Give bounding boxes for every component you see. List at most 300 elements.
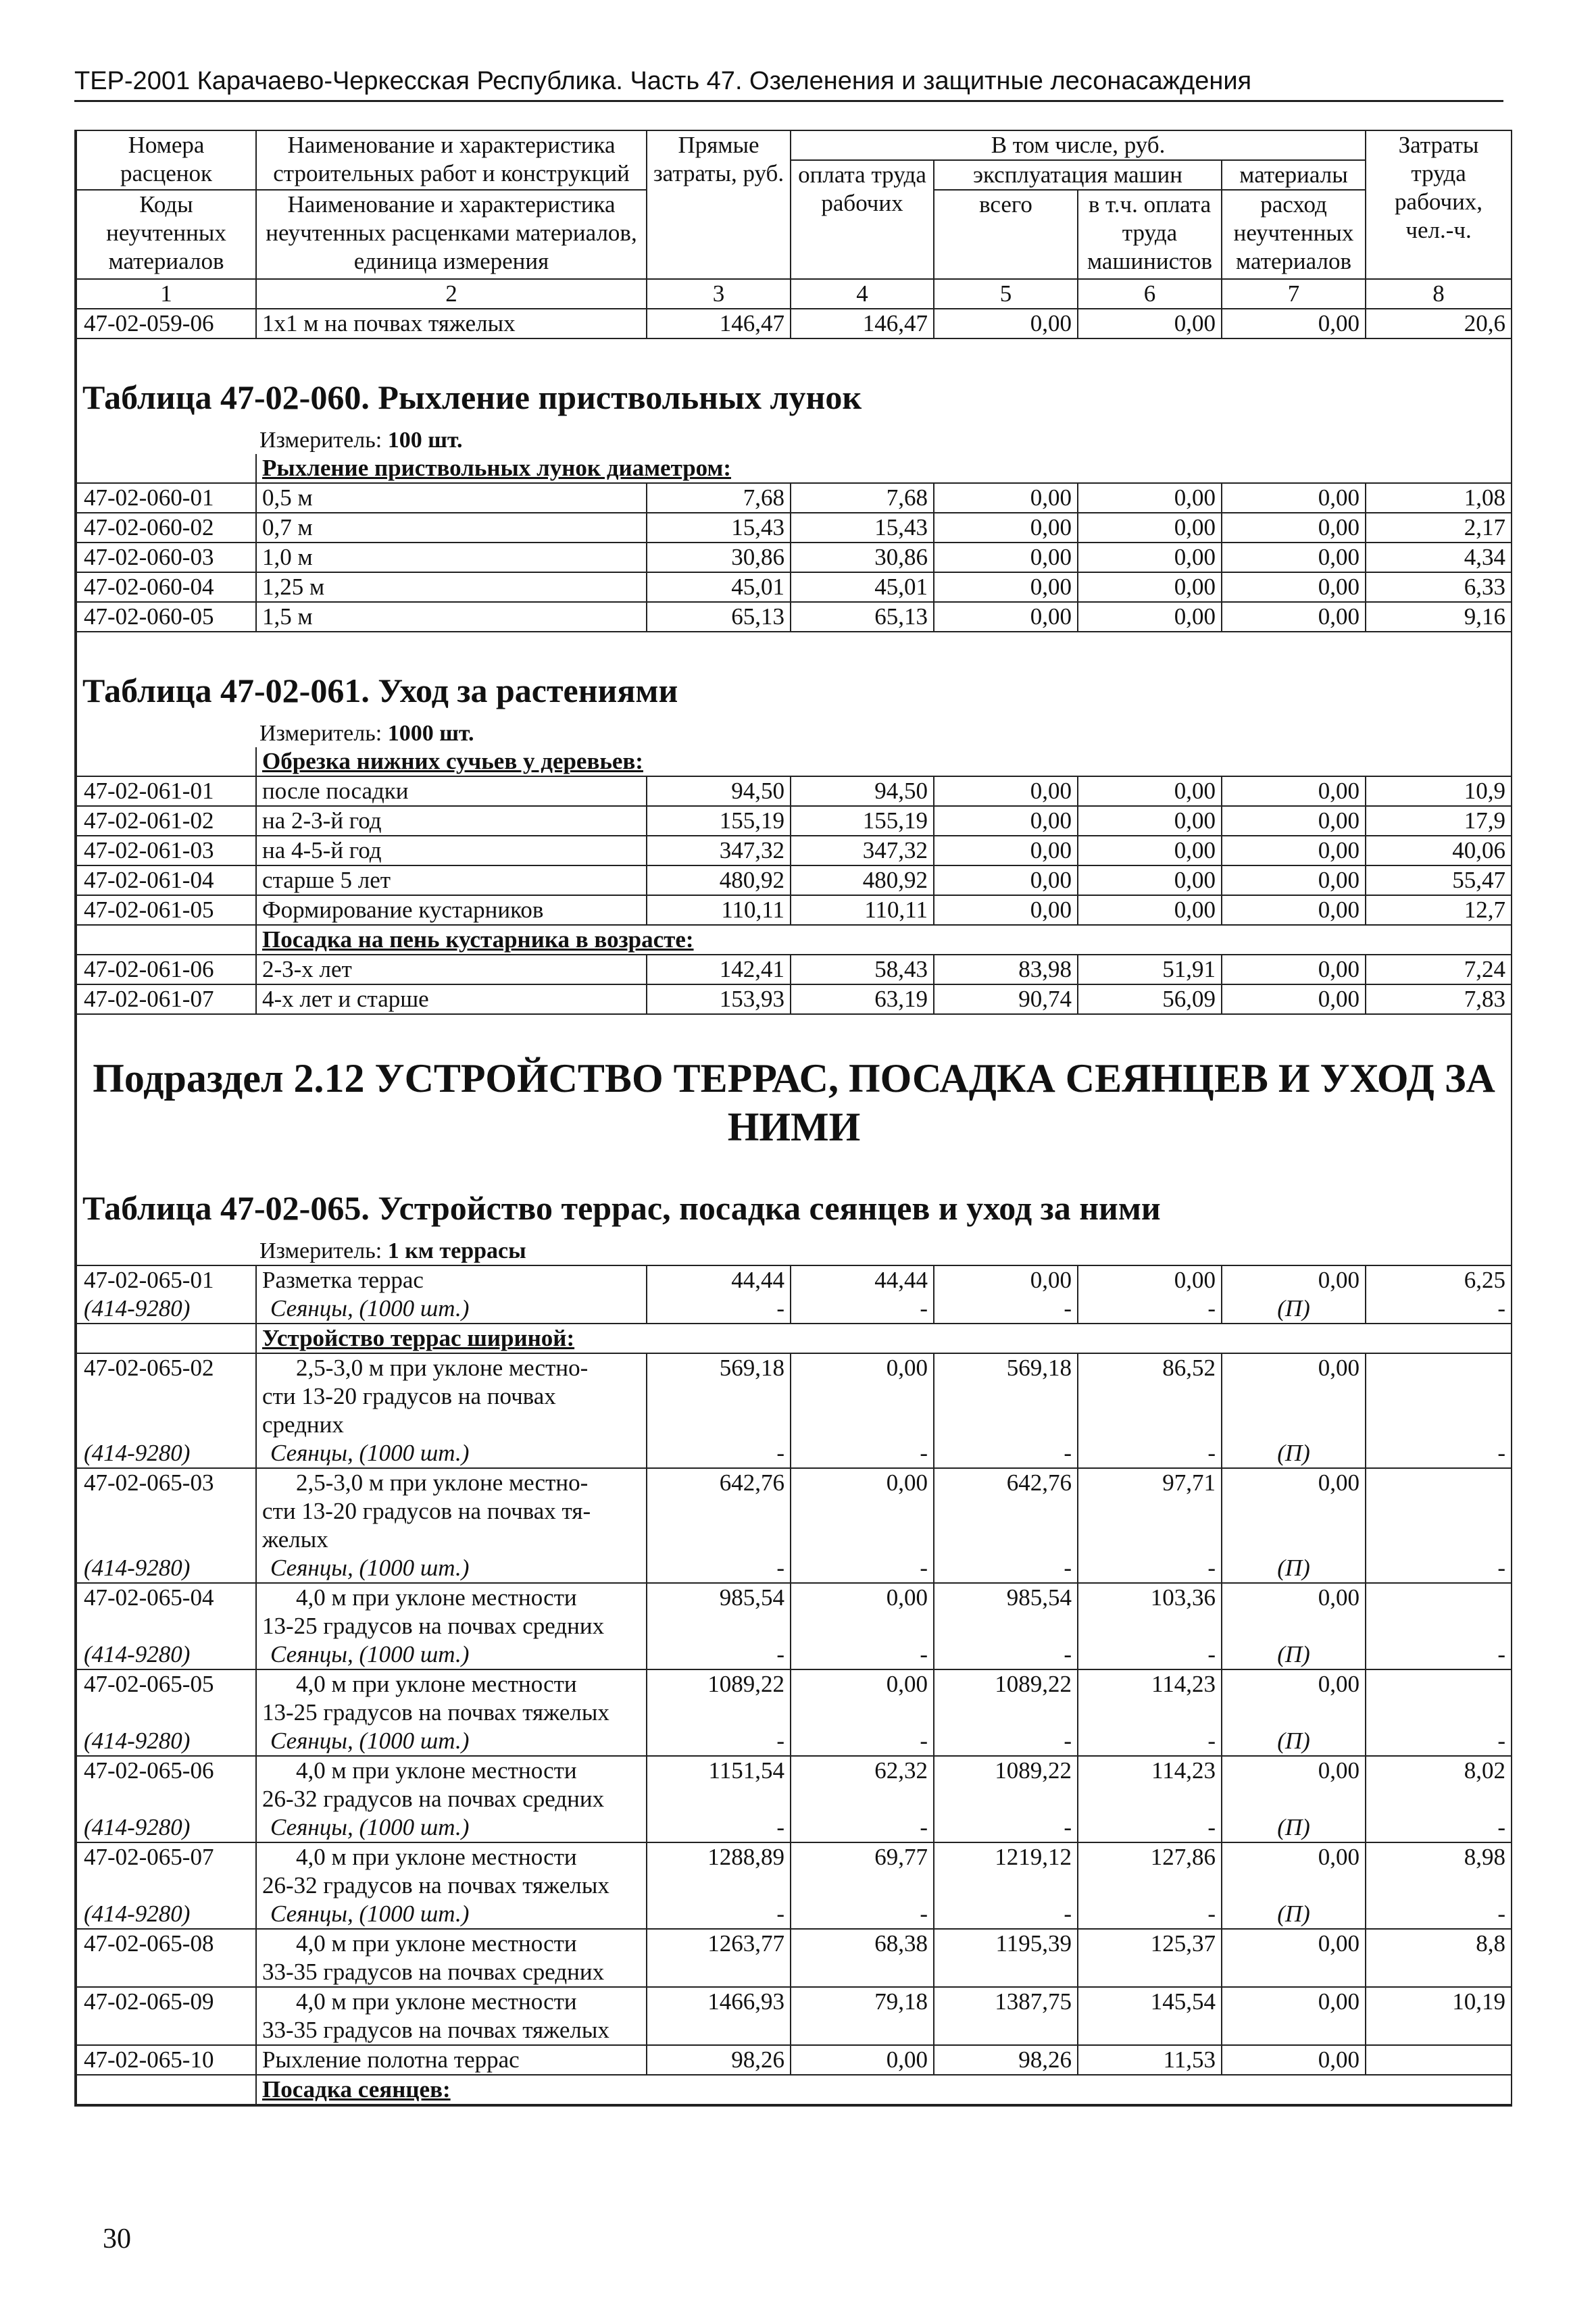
cell-value: 0,00: [1222, 1929, 1366, 1987]
cell-value: 0,00: [934, 1265, 1078, 1294]
material-value: -: [934, 1813, 1078, 1842]
cell-value: 9,16: [1366, 602, 1512, 632]
cell-value: 0,00: [1222, 1353, 1366, 1439]
table-row: [76, 543, 1512, 572]
cell-value: 0,00: [934, 309, 1078, 338]
cell-value: 17,9: [1366, 806, 1512, 836]
work-name: [256, 1756, 647, 1813]
cell-value: 114,23: [1078, 1756, 1222, 1813]
material-value: (П): [1222, 1813, 1366, 1842]
material-code: (414-9280): [76, 1554, 256, 1583]
material-value: -: [1366, 1439, 1512, 1468]
material-value: -: [791, 1813, 934, 1842]
cell-value: 0,00: [1222, 1987, 1366, 2045]
cell-value: 58,43: [791, 955, 934, 984]
work-name-line: 2,5-3,0 м при уклоне местно-: [296, 1355, 589, 1381]
cell-value: 98,26: [934, 2045, 1078, 2075]
rate-code: 47-02-065-07: [76, 1842, 256, 1900]
rate-code: 47-02-061-03: [76, 836, 256, 865]
col-header-codes: Коды неучтенных материалов: [76, 190, 256, 279]
material-name: Сеянцы, (1000 шт.): [256, 1900, 647, 1929]
work-name: [256, 1842, 647, 1900]
table-row: [76, 776, 1512, 806]
work-name: [256, 1353, 647, 1439]
cell-value: 1089,22: [647, 1669, 791, 1727]
cell-value: 0,00: [934, 895, 1078, 925]
material-value: (П): [1222, 1439, 1366, 1468]
cell-value: 0,00: [934, 543, 1078, 572]
material-row: [76, 1813, 1512, 1842]
cell-value: 2,17: [1366, 513, 1512, 543]
cell-value: 30,86: [791, 543, 934, 572]
cell-value: 480,92: [647, 865, 791, 895]
table-title: Таблица 47-02-065. Устройство террас, посадка сеянцев и уход за ними: [82, 1189, 1161, 1227]
cell-value: 146,47: [791, 309, 934, 338]
rate-code: 47-02-065-01: [76, 1265, 256, 1294]
material-value: -: [791, 1727, 934, 1756]
rate-code: 47-02-060-04: [76, 572, 256, 602]
table-row: [76, 572, 1512, 602]
work-name-line: 33-35 градусов на почвах тяжелых: [262, 2017, 609, 2043]
cell-value: 155,19: [647, 806, 791, 836]
material-row: [76, 1439, 1512, 1468]
work-name: после посадки: [256, 776, 647, 806]
cell-value: 0,00: [1078, 513, 1222, 543]
cell-value: 0,00: [1078, 483, 1222, 513]
cell-value: 0,00: [1222, 1756, 1366, 1813]
cell-value: 98,26: [647, 2045, 791, 2075]
material-value: (П): [1222, 1554, 1366, 1583]
material-value: -: [1078, 1640, 1222, 1669]
cell-value: 30,86: [647, 543, 791, 572]
col-num: 3: [647, 279, 791, 309]
cell-value: 7,83: [1366, 984, 1512, 1014]
group-heading: Обрезка нижних сучьев у деревьев:: [262, 748, 643, 774]
work-name-line: 4,0 м при уклоне местности: [296, 1844, 577, 1870]
cell-value: 1195,39: [934, 1929, 1078, 1987]
col-num: 8: [1366, 279, 1512, 309]
cell-value: 153,93: [647, 984, 791, 1014]
col-header-material-name: Наименование и характеристика неучтенных расценками материалов, единица измерения: [256, 190, 647, 279]
cell-value: 40,06: [1366, 836, 1512, 865]
work-name: на 4-5-й год: [256, 836, 647, 865]
rate-code: 47-02-065-03: [76, 1468, 256, 1554]
cell-value: 15,43: [791, 513, 934, 543]
material-row: [76, 1554, 1512, 1583]
work-name: 0,7 м: [256, 513, 647, 543]
material-code: (414-9280): [76, 1813, 256, 1842]
cell-value: 0,00: [1078, 865, 1222, 895]
cell-value: [1366, 2045, 1512, 2075]
cell-value: 347,32: [791, 836, 934, 865]
cell-value: 127,86: [1078, 1842, 1222, 1900]
cell-value: 0,00: [1222, 984, 1366, 1014]
cell-value: 110,11: [647, 895, 791, 925]
cell-value: 55,47: [1366, 865, 1512, 895]
work-name-line: 33-35 градусов на почвах средних: [262, 1959, 605, 1985]
col-header-rates: Номера расценок: [76, 130, 256, 190]
work-name: 1,25 м: [256, 572, 647, 602]
cell-value: 63,19: [791, 984, 934, 1014]
col-header-work-name: Наименование и характеристика строительных работ и конструкций: [256, 130, 647, 190]
work-name: Разметка террас: [256, 1265, 647, 1294]
measure-unit: Измеритель: 1 км террасы: [259, 1238, 526, 1263]
material-value: -: [791, 1439, 934, 1468]
cell-value: 65,13: [791, 602, 934, 632]
material-row: [76, 1294, 1512, 1324]
col-num: 4: [791, 279, 934, 309]
cell-value: 0,00: [791, 1583, 934, 1640]
cell-value: 11,53: [1078, 2045, 1222, 2075]
table-row: [76, 1669, 1512, 1727]
table-row: [76, 1583, 1512, 1640]
work-name: 4-х лет и старше: [256, 984, 647, 1014]
material-value: -: [647, 1640, 791, 1669]
work-name: старше 5 лет: [256, 865, 647, 895]
cell-value: 0,00: [791, 1669, 934, 1727]
cell-value: 0,00: [791, 1468, 934, 1554]
cell-value: 86,52: [1078, 1353, 1222, 1439]
cell-value: 110,11: [791, 895, 934, 925]
cell-value: 6,33: [1366, 572, 1512, 602]
cell-value: 10,19: [1366, 1987, 1512, 2045]
rate-code: 47-02-061-02: [76, 806, 256, 836]
cell-value: 0,00: [1222, 1468, 1366, 1554]
table-row: [76, 1265, 1512, 1294]
rate-code: 47-02-060-02: [76, 513, 256, 543]
work-name-line: 13-25 градусов на почвах средних: [262, 1613, 605, 1639]
material-code: (414-9280): [76, 1640, 256, 1669]
table-row: [76, 1929, 1512, 1987]
work-name: 1,5 м: [256, 602, 647, 632]
col-header-incl: В том числе, руб.: [791, 130, 1366, 160]
work-name: 2-3-х лет: [256, 955, 647, 984]
cell-value: 0,00: [1078, 1265, 1222, 1294]
col-num: 5: [934, 279, 1078, 309]
cell-value: 642,76: [647, 1468, 791, 1554]
cell-value: 0,00: [1222, 1669, 1366, 1727]
cell-value: 0,00: [1078, 543, 1222, 572]
table-row: [76, 1756, 1512, 1813]
work-name: [256, 1669, 647, 1727]
cell-value: 0,00: [934, 836, 1078, 865]
cell-value: 10,9: [1366, 776, 1512, 806]
cell-value: 8,8: [1366, 1929, 1512, 1987]
material-row: [76, 1640, 1512, 1669]
cell-value: 0,00: [1222, 865, 1366, 895]
col-num: 1: [76, 279, 256, 309]
work-name-line: средних: [262, 1411, 344, 1438]
material-row: [76, 1727, 1512, 1756]
work-name-line: 4,0 м при уклоне местности: [296, 1930, 577, 1957]
cell-value: 0,00: [791, 2045, 934, 2075]
cell-value: 0,00: [1078, 309, 1222, 338]
material-value: -: [647, 1727, 791, 1756]
table-row: [76, 483, 1512, 513]
cell-value: 1263,77: [647, 1929, 791, 1987]
cell-value: 0,00: [1222, 895, 1366, 925]
material-value: -: [1366, 1640, 1512, 1669]
cell-value: 569,18: [647, 1353, 791, 1439]
cell-value: 1387,75: [934, 1987, 1078, 2045]
work-name-line: желых: [262, 1526, 328, 1553]
cell-value: 0,00: [934, 865, 1078, 895]
cell-value: [1366, 1353, 1512, 1439]
material-value: -: [1078, 1813, 1222, 1842]
rate-code: 47-02-061-06: [76, 955, 256, 984]
table-row: [76, 1468, 1512, 1554]
table-row: [76, 984, 1512, 1014]
rate-code: 47-02-061-01: [76, 776, 256, 806]
table-row: [76, 865, 1512, 895]
material-code: (414-9280): [76, 1439, 256, 1468]
cell-value: 8,98: [1366, 1842, 1512, 1900]
cell-value: 12,7: [1366, 895, 1512, 925]
cell-value: 7,68: [647, 483, 791, 513]
rate-code: 47-02-065-05: [76, 1669, 256, 1727]
material-value: -: [1366, 1813, 1512, 1842]
work-name: 0,5 м: [256, 483, 647, 513]
cell-value: 65,13: [647, 602, 791, 632]
cell-value: 90,74: [934, 984, 1078, 1014]
table-title: Таблица 47-02-060. Рыхление приствольных лунок: [82, 378, 862, 416]
rate-code: 47-02-065-04: [76, 1583, 256, 1640]
cell-value: 0,00: [1222, 806, 1366, 836]
cell-value: 0,00: [934, 572, 1078, 602]
work-name: [256, 1929, 647, 1987]
material-name: Сеянцы, (1000 шт.): [256, 1813, 647, 1842]
cell-value: 642,76: [934, 1468, 1078, 1554]
cell-value: 0,00: [1078, 895, 1222, 925]
price-table-sheet: [74, 130, 1512, 2107]
work-name-line: 4,0 м при уклоне местности: [296, 1584, 577, 1611]
cell-value: 155,19: [791, 806, 934, 836]
cell-value: 44,44: [791, 1265, 934, 1294]
rate-code: 47-02-060-03: [76, 543, 256, 572]
work-name-line: 2,5-3,0 м при уклоне местно-: [296, 1469, 589, 1496]
cell-value: [1366, 1669, 1512, 1727]
material-name: Сеянцы, (1000 шт.): [256, 1640, 647, 1669]
table-row: [76, 1842, 1512, 1900]
group-heading: Устройство террас шириной:: [262, 1325, 575, 1351]
cell-value: 1466,93: [647, 1987, 791, 2045]
work-name-line: 13-25 градусов на почвах тяжелых: [262, 1699, 609, 1726]
cell-value: 94,50: [791, 776, 934, 806]
col-header-material-use: расход неучтенных материалов: [1222, 190, 1366, 279]
cell-value: 985,54: [934, 1583, 1078, 1640]
cell-value: 0,00: [1222, 2045, 1366, 2075]
cell-value: 0,00: [934, 513, 1078, 543]
material-value: -: [1078, 1554, 1222, 1583]
cell-value: 569,18: [934, 1353, 1078, 1439]
rate-code: 47-02-065-10: [76, 2045, 256, 2075]
cell-value: 8,02: [1366, 1756, 1512, 1813]
group-heading-cell: [256, 2075, 1512, 2105]
cell-value: 0,00: [1222, 309, 1366, 338]
material-value: -: [791, 1294, 934, 1324]
work-name-line: сти 13-20 градусов на почвах тя-: [262, 1498, 591, 1524]
cell-value: 0,00: [1222, 1583, 1366, 1640]
work-name-line: 26-32 градусов на почвах средних: [262, 1786, 605, 1812]
material-value: -: [1366, 1554, 1512, 1583]
material-value: (П): [1222, 1900, 1366, 1929]
material-value: -: [1078, 1727, 1222, 1756]
work-name: Рыхление полотна террас: [256, 2045, 647, 2075]
cell-value: 0,00: [1222, 955, 1366, 984]
material-value: -: [1078, 1439, 1222, 1468]
material-value: (П): [1222, 1640, 1366, 1669]
cell-value: 146,47: [647, 309, 791, 338]
cell-value: 1089,22: [934, 1669, 1078, 1727]
group-heading-cell: [256, 1324, 1512, 1353]
cell-value: 103,36: [1078, 1583, 1222, 1640]
cell-value: 7,24: [1366, 955, 1512, 984]
page-header: ТЕР-2001 Карачаево-Черкесская Республика. Часть 47. Озеленения и защитные лесонасаждения: [74, 65, 1503, 102]
material-value: -: [791, 1640, 934, 1669]
cell-value: 83,98: [934, 955, 1078, 984]
cell-value: 0,00: [1222, 513, 1366, 543]
table-row: [76, 602, 1512, 632]
table-row: [76, 1987, 1512, 2045]
material-name: Сеянцы, (1000 шт.): [256, 1554, 647, 1583]
material-value: -: [791, 1900, 934, 1929]
cell-value: 56,09: [1078, 984, 1222, 1014]
col-num: 2: [256, 279, 647, 309]
cell-value: 1288,89: [647, 1842, 791, 1900]
table-row: [76, 895, 1512, 925]
page-number: 30: [103, 2223, 131, 2255]
group-heading: Посадка сеянцев:: [262, 2076, 451, 2103]
cell-value: 7,68: [791, 483, 934, 513]
material-value: -: [647, 1900, 791, 1929]
measure-unit: Измеритель: 100 шт.: [259, 428, 463, 453]
cell-value: 15,43: [647, 513, 791, 543]
material-code: (414-9280): [76, 1727, 256, 1756]
cell-value: 79,18: [791, 1987, 934, 2045]
cell-value: 68,38: [791, 1929, 934, 1987]
col-header-direct-costs: Прямые затраты, руб.: [647, 130, 791, 279]
rate-code: 47-02-065-09: [76, 1987, 256, 2045]
work-name: [256, 1468, 647, 1554]
work-name: [256, 1583, 647, 1640]
cell-value: 94,50: [647, 776, 791, 806]
col-header-machines: эксплуатация машин: [934, 160, 1222, 190]
cell-value: 0,00: [1222, 1265, 1366, 1294]
cell-value: 97,71: [1078, 1468, 1222, 1554]
material-value: -: [1366, 1727, 1512, 1756]
material-value: (П): [1222, 1727, 1366, 1756]
cell-value: 0,00: [934, 483, 1078, 513]
rate-code: 47-02-065-02: [76, 1353, 256, 1439]
cell-value: 0,00: [791, 1353, 934, 1439]
material-value: -: [934, 1294, 1078, 1324]
rate-code: 47-02-061-07: [76, 984, 256, 1014]
cell-value: 1151,54: [647, 1756, 791, 1813]
material-row: [76, 1900, 1512, 1929]
group-heading: Рыхление приствольных лунок диаметром:: [262, 455, 731, 481]
cell-value: 45,01: [791, 572, 934, 602]
cell-value: 0,00: [1222, 836, 1366, 865]
cell-value: 145,54: [1078, 1987, 1222, 2045]
measure-unit: Измеритель: 1000 шт.: [259, 721, 474, 746]
cell-value: 142,41: [647, 955, 791, 984]
cell-value: 0,00: [1078, 806, 1222, 836]
rate-code: 47-02-059-06: [76, 309, 256, 338]
rate-code: 47-02-065-08: [76, 1929, 256, 1987]
col-num: 7: [1222, 279, 1366, 309]
material-value: -: [934, 1439, 1078, 1468]
cell-value: [1366, 1468, 1512, 1554]
cell-value: 114,23: [1078, 1669, 1222, 1727]
work-name: на 2-3-й год: [256, 806, 647, 836]
cell-value: 0,00: [1078, 836, 1222, 865]
material-value: (П): [1222, 1294, 1366, 1324]
material-value: -: [1078, 1294, 1222, 1324]
cell-value: 0,00: [1078, 602, 1222, 632]
cell-value: 0,00: [1222, 602, 1366, 632]
rate-code: 47-02-061-05: [76, 895, 256, 925]
cell-value: 0,00: [1078, 776, 1222, 806]
material-code: (414-9280): [76, 1294, 256, 1324]
material-value: -: [1078, 1900, 1222, 1929]
table-row: [76, 955, 1512, 984]
rate-code: 47-02-065-06: [76, 1756, 256, 1813]
work-name-line: 26-32 градусов на почвах тяжелых: [262, 1872, 609, 1898]
col-header-machines-total: всего: [934, 190, 1078, 279]
cell-value: 1,08: [1366, 483, 1512, 513]
col-header-materials: материалы: [1222, 160, 1366, 190]
material-value: -: [934, 1640, 1078, 1669]
cell-value: 0,00: [1222, 776, 1366, 806]
cell-value: 4,34: [1366, 543, 1512, 572]
table-row: [76, 309, 1512, 338]
col-num: 6: [1078, 279, 1222, 309]
table-row: [76, 836, 1512, 865]
col-header-machinist-wages: в т.ч. оплата труда машинистов: [1078, 190, 1222, 279]
table-row: [76, 2045, 1512, 2075]
group-heading: Посадка на пень кустарника в возрасте:: [262, 926, 694, 953]
material-name: Сеянцы, (1000 шт.): [256, 1294, 647, 1324]
cell-value: 125,37: [1078, 1929, 1222, 1987]
cell-value: 62,32: [791, 1756, 934, 1813]
col-header-labor: Затраты труда рабочих, чел.-ч.: [1366, 130, 1512, 279]
cell-value: 69,77: [791, 1842, 934, 1900]
cell-value: 1089,22: [934, 1756, 1078, 1813]
material-code: (414-9280): [76, 1900, 256, 1929]
table-row: [76, 806, 1512, 836]
cell-value: 1219,12: [934, 1842, 1078, 1900]
cell-value: 45,01: [647, 572, 791, 602]
material-value: -: [791, 1554, 934, 1583]
material-value: -: [647, 1294, 791, 1324]
material-name: Сеянцы, (1000 шт.): [256, 1439, 647, 1468]
cell-value: 347,32: [647, 836, 791, 865]
work-name: 1х1 м на почвах тяжелых: [256, 309, 647, 338]
cell-value: 0,00: [1222, 543, 1366, 572]
cell-value: 0,00: [934, 806, 1078, 836]
work-name-line: 4,0 м при уклоне местности: [296, 1671, 577, 1697]
cell-value: 0,00: [934, 776, 1078, 806]
material-value: -: [647, 1439, 791, 1468]
work-name: Формирование кустарников: [256, 895, 647, 925]
table-title: Таблица 47-02-061. Уход за растениями: [82, 672, 678, 709]
cell-value: 0,00: [1222, 572, 1366, 602]
col-header-wages: оплата труда рабочих: [791, 160, 934, 279]
material-value: -: [934, 1727, 1078, 1756]
cell-value: 51,91: [1078, 955, 1222, 984]
work-name: 1,0 м: [256, 543, 647, 572]
material-value: -: [934, 1900, 1078, 1929]
